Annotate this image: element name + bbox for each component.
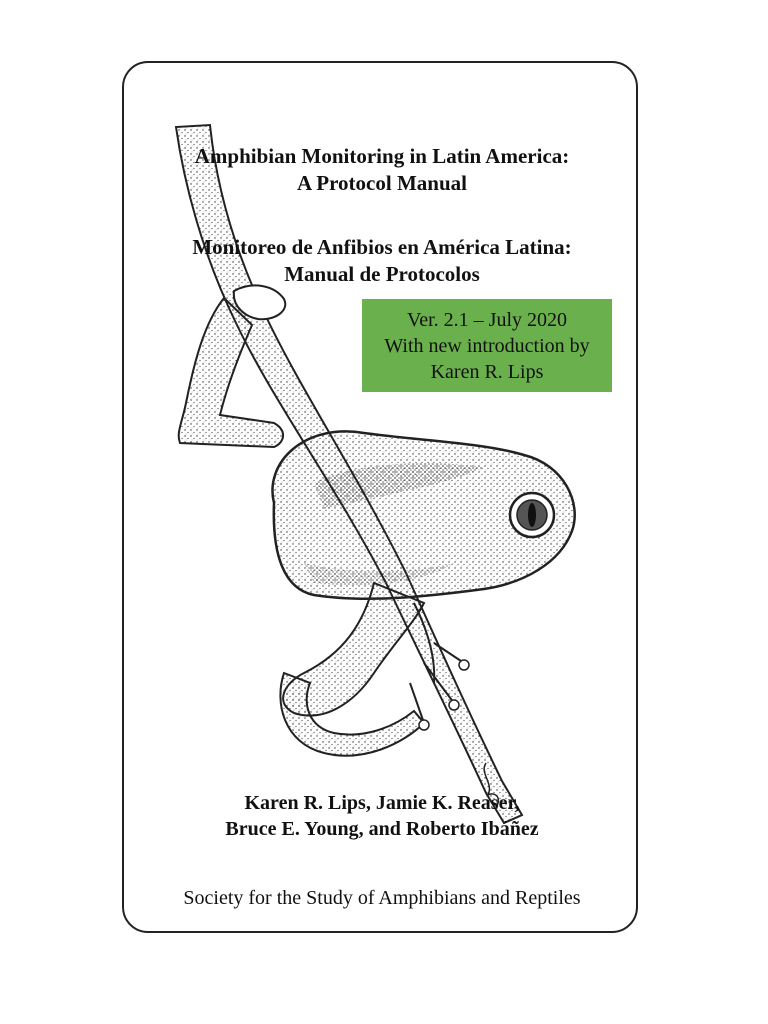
version-line-1: Ver. 2.1 – July 2020 <box>407 309 567 331</box>
version-line-3: Karen R. Lips <box>430 361 544 383</box>
title-spanish <box>124 234 638 288</box>
title-spanish-line-1: Monitoreo de Anfibios en América Latina: <box>192 235 572 259</box>
title-english-line-1: Amphibian Monitoring in Latin America: <box>194 144 570 168</box>
authors-line-1: Karen R. Lips, Jamie K. Reaser, <box>244 792 520 814</box>
publisher-name: Society for the Study of Amphibians and Reptiles <box>183 887 581 909</box>
version-box <box>362 299 612 392</box>
title-english-line-2: A Protocol Manual <box>297 171 467 195</box>
authors-block <box>124 790 638 842</box>
authors-line-2: Bruce E. Young, and Roberto Ibáñez <box>225 818 539 840</box>
cover-frame <box>122 61 638 933</box>
title-english <box>124 143 638 197</box>
version-line-2: With new introduction by <box>384 335 590 357</box>
title-spanish-line-2: Manual de Protocolos <box>284 262 480 286</box>
